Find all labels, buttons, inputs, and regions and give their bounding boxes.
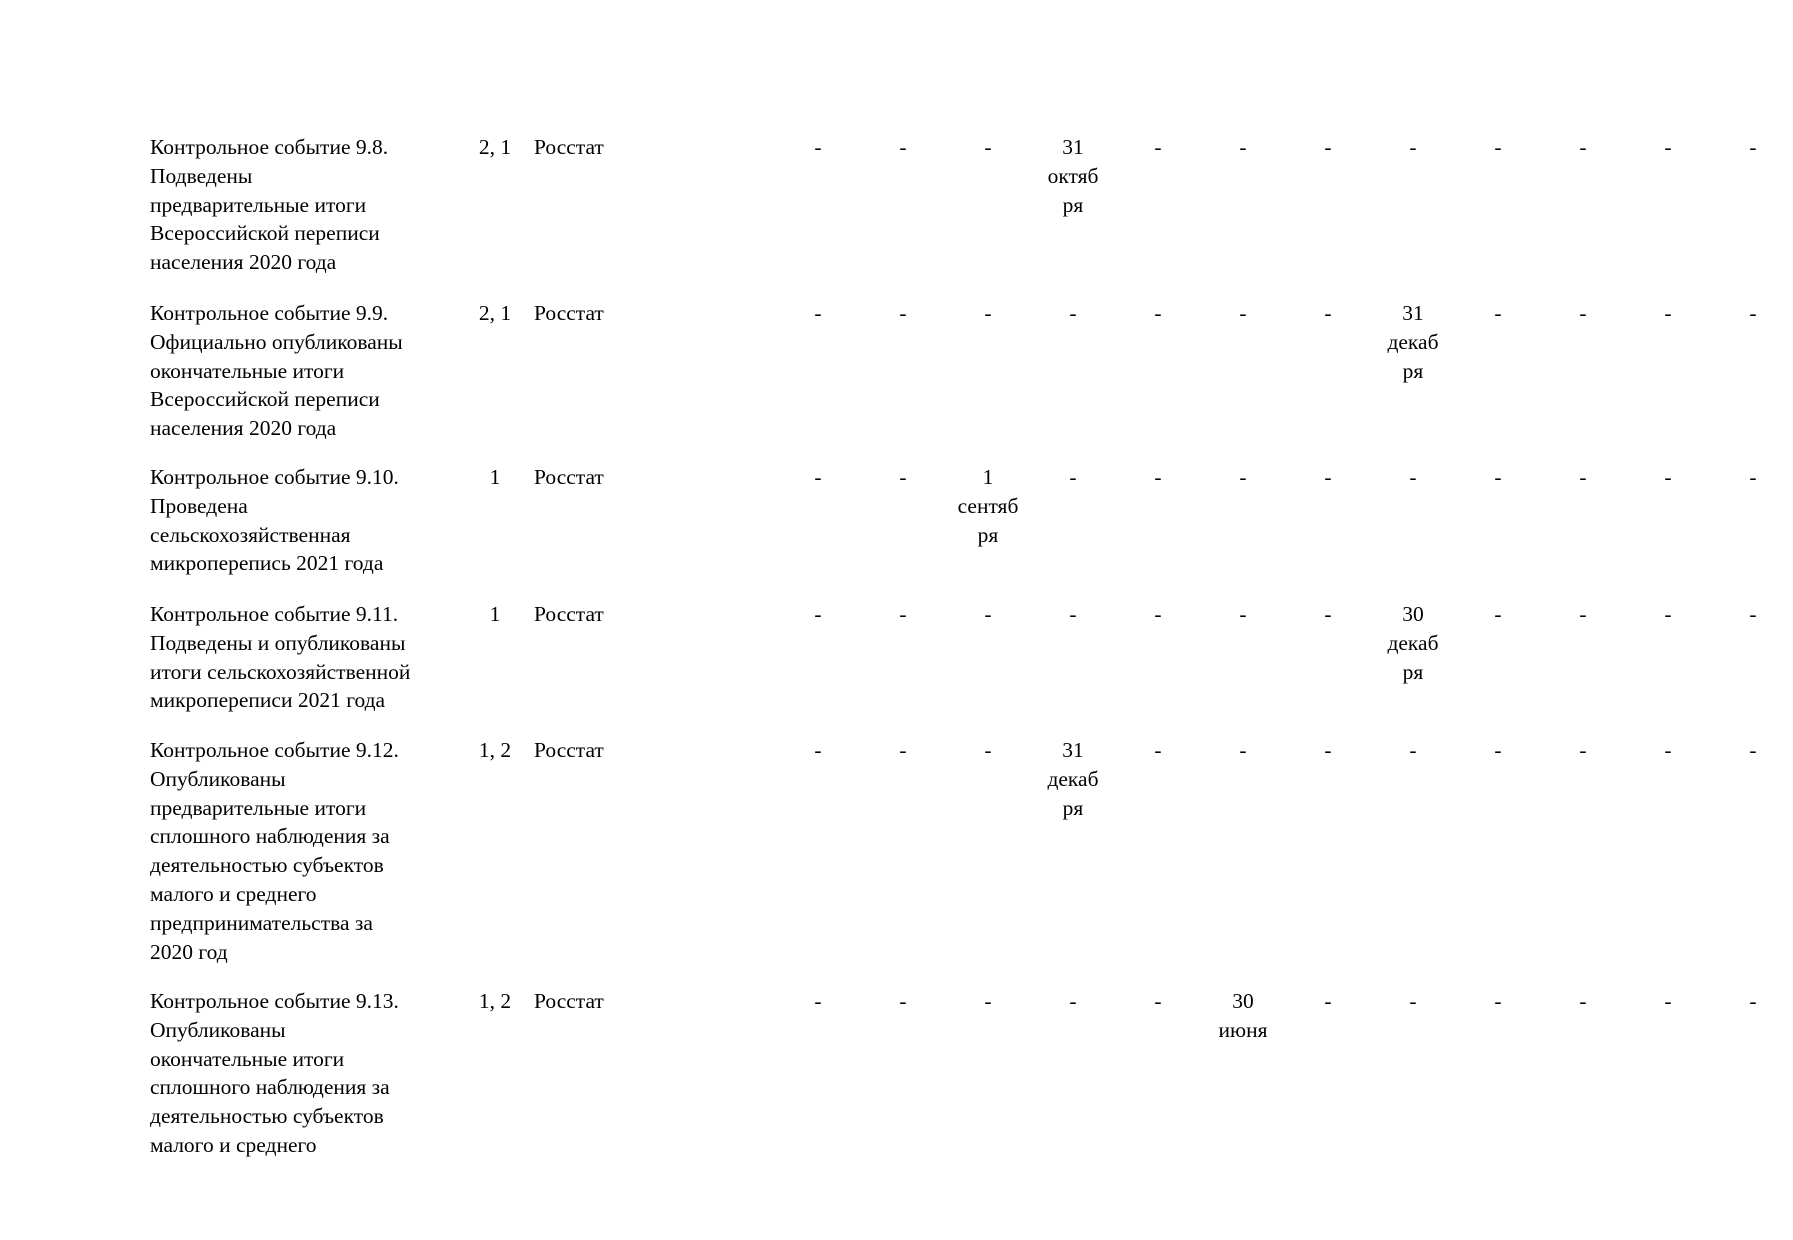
cell-text: - xyxy=(1409,135,1417,159)
period-cell xyxy=(1373,736,1453,765)
period-cell xyxy=(863,133,943,162)
cell-text: - xyxy=(899,738,907,762)
cell-text: - xyxy=(1069,989,1077,1013)
period-cell xyxy=(1288,463,1368,492)
period-cell xyxy=(1628,600,1708,629)
cell-text: - xyxy=(1154,602,1162,626)
period-cell xyxy=(1033,736,1113,822)
period-cell xyxy=(1203,133,1283,162)
cell-text: - xyxy=(1579,738,1587,762)
cell-text: - xyxy=(1664,465,1672,489)
cell-text: - xyxy=(1579,135,1587,159)
event-description xyxy=(150,987,470,1160)
cell-text: ря xyxy=(1402,659,1424,684)
period-cell xyxy=(1373,463,1453,492)
cell-text: ря xyxy=(1062,795,1084,820)
cell-text: - xyxy=(1749,602,1757,626)
cell-text: декаб xyxy=(1047,766,1099,791)
cell-text: - xyxy=(984,301,992,325)
period-cell xyxy=(1458,133,1538,162)
cell-text: - xyxy=(1154,738,1162,762)
period-cell xyxy=(1628,736,1708,765)
period-cell xyxy=(863,987,943,1016)
cell-text: - xyxy=(1579,989,1587,1013)
period-cell xyxy=(1033,133,1113,219)
description-line: окончательные итоги xyxy=(150,358,345,383)
cell-text: - xyxy=(1239,602,1247,626)
cell-text: - xyxy=(1494,602,1502,626)
cell-text: 30 xyxy=(1232,989,1254,1013)
period-cell xyxy=(948,463,1028,549)
description-line: предварительные итоги xyxy=(150,795,367,820)
cell-text: - xyxy=(984,602,992,626)
period-cell xyxy=(1458,463,1538,492)
period-cell xyxy=(948,987,1028,1016)
period-cell xyxy=(948,299,1028,328)
description-line: сплошного наблюдения за xyxy=(150,1075,390,1100)
description-line: малого и среднего xyxy=(150,881,317,906)
cell-text: - xyxy=(814,465,822,489)
cell-text: - xyxy=(1664,301,1672,325)
period-cell xyxy=(778,463,858,492)
period-cell xyxy=(1288,600,1368,629)
cell-text: - xyxy=(814,738,822,762)
executor: Росстат xyxy=(534,465,604,489)
cell-text: - xyxy=(814,602,822,626)
period-cell xyxy=(778,133,858,162)
cell-text: - xyxy=(984,135,992,159)
period-cell xyxy=(1458,736,1538,765)
period-cell xyxy=(1628,133,1708,162)
cell-text: - xyxy=(1154,135,1162,159)
description-line: населения 2020 года xyxy=(150,250,337,275)
indicator-code: 1 xyxy=(489,602,501,626)
cell-text: - xyxy=(1239,135,1247,159)
cell-text: сентяб xyxy=(957,493,1019,518)
executor: Росстат xyxy=(534,135,604,159)
description-line: малого и среднего xyxy=(150,1132,317,1157)
description-line: сельскохозяйственная xyxy=(150,522,351,547)
cell-text: - xyxy=(1154,465,1162,489)
cell-text: - xyxy=(1749,989,1757,1013)
executor: Росстат xyxy=(534,738,604,762)
cell-text: 31 xyxy=(1402,301,1424,325)
event-description xyxy=(150,299,470,443)
cell-text: - xyxy=(1494,135,1502,159)
description-line: предпринимательства за xyxy=(150,910,373,935)
period-cell xyxy=(1203,299,1283,328)
period-cell xyxy=(1118,133,1198,162)
period-cell xyxy=(1458,600,1538,629)
description-line: 2020 год xyxy=(150,939,228,964)
cell-text: - xyxy=(1749,135,1757,159)
cell-text: - xyxy=(1324,135,1332,159)
cell-text: декаб xyxy=(1387,630,1439,655)
cell-text: - xyxy=(899,989,907,1013)
period-cell xyxy=(948,600,1028,629)
period-cell xyxy=(1118,736,1198,765)
description-line: Контрольное событие 9.9. xyxy=(150,301,389,325)
period-cell xyxy=(1543,600,1623,629)
cell-text: - xyxy=(984,738,992,762)
cell-text: октяб xyxy=(1047,163,1099,188)
cell-text: июня xyxy=(1218,1017,1268,1042)
period-cell xyxy=(1288,987,1368,1016)
description-line: Подведены и опубликованы xyxy=(150,630,406,655)
period-cell xyxy=(1713,299,1793,328)
period-cell xyxy=(1713,736,1793,765)
description-line: микропереписи 2021 года xyxy=(150,688,386,713)
period-cell xyxy=(1203,987,1283,1045)
period-cell xyxy=(1203,600,1283,629)
description-line: Контрольное событие 9.12. xyxy=(150,738,399,762)
cell-text: - xyxy=(1239,301,1247,325)
cell-text: - xyxy=(1494,738,1502,762)
cell-text: 31 xyxy=(1062,135,1084,159)
period-cell xyxy=(778,987,858,1016)
cell-text: - xyxy=(1069,602,1077,626)
indicator-code: 2, 1 xyxy=(478,135,512,159)
period-cell xyxy=(1203,736,1283,765)
period-cell xyxy=(1713,133,1793,162)
description-line: Опубликованы xyxy=(150,1017,286,1042)
description-line: сплошного наблюдения за xyxy=(150,824,390,849)
period-cell xyxy=(948,133,1028,162)
description-line: Контрольное событие 9.10. xyxy=(150,465,399,489)
period-cell xyxy=(1373,133,1453,162)
period-cell xyxy=(1118,600,1198,629)
event-description xyxy=(150,463,470,578)
description-line: Проведена xyxy=(150,493,248,518)
period-cell xyxy=(1033,600,1113,629)
cell-text: - xyxy=(1239,465,1247,489)
cell-text: - xyxy=(1664,738,1672,762)
cell-text: - xyxy=(1409,738,1417,762)
indicator-code: 2, 1 xyxy=(478,301,512,325)
cell-text: - xyxy=(1069,465,1077,489)
cell-text: - xyxy=(1494,301,1502,325)
cell-text: - xyxy=(899,135,907,159)
description-line: микроперепись 2021 года xyxy=(150,551,384,576)
cell-text: декаб xyxy=(1387,329,1439,354)
period-cell xyxy=(1543,987,1623,1016)
executor: Росстат xyxy=(534,301,604,325)
cell-text: - xyxy=(984,989,992,1013)
executor: Росстат xyxy=(534,989,604,1013)
cell-text: - xyxy=(1664,989,1672,1013)
cell-text: - xyxy=(1579,602,1587,626)
period-cell xyxy=(1628,299,1708,328)
period-cell xyxy=(1543,736,1623,765)
period-cell xyxy=(863,463,943,492)
cell-text: - xyxy=(1494,465,1502,489)
period-cell xyxy=(1118,987,1198,1016)
indicator-code: 1, 2 xyxy=(478,738,512,762)
period-cell xyxy=(1543,299,1623,328)
cell-text: - xyxy=(1154,301,1162,325)
period-cell xyxy=(778,736,858,765)
description-line: окончательные итоги xyxy=(150,1046,345,1071)
period-cell xyxy=(1118,463,1198,492)
cell-text: - xyxy=(1749,738,1757,762)
cell-text: - xyxy=(1154,989,1162,1013)
period-cell xyxy=(1543,133,1623,162)
description-line: Опубликованы xyxy=(150,766,286,791)
period-cell xyxy=(778,299,858,328)
cell-text: - xyxy=(1664,602,1672,626)
description-line: населения 2020 года xyxy=(150,416,337,441)
period-cell xyxy=(1713,600,1793,629)
description-line: Всероссийской переписи xyxy=(150,387,380,412)
period-cell xyxy=(1713,463,1793,492)
cell-text: - xyxy=(1579,301,1587,325)
cell-text: - xyxy=(814,301,822,325)
period-cell xyxy=(1288,133,1368,162)
cell-text: - xyxy=(814,135,822,159)
cell-text: - xyxy=(1579,465,1587,489)
cell-text: 30 xyxy=(1402,602,1424,626)
cell-text: - xyxy=(1324,738,1332,762)
cell-text: - xyxy=(1409,989,1417,1013)
cell-text: - xyxy=(1324,301,1332,325)
cell-text: - xyxy=(1069,301,1077,325)
description-line: Контрольное событие 9.13. xyxy=(150,989,399,1013)
description-line: Официально опубликованы xyxy=(150,329,403,354)
executor: Росстат xyxy=(534,602,604,626)
description-line: Всероссийской переписи xyxy=(150,221,380,246)
period-cell xyxy=(1288,299,1368,328)
period-cell xyxy=(863,299,943,328)
cell-text: - xyxy=(1324,465,1332,489)
description-line: итоги сельскохозяйственной xyxy=(150,659,411,684)
cell-text: 1 xyxy=(982,465,994,489)
description-line: Контрольное событие 9.8. xyxy=(150,135,389,159)
cell-text: - xyxy=(1239,738,1247,762)
description-line: Подведены xyxy=(150,163,253,188)
cell-text: ря xyxy=(977,522,999,547)
cell-text: - xyxy=(1749,301,1757,325)
period-cell xyxy=(1033,987,1113,1016)
description-line: деятельностью субъектов xyxy=(150,1104,384,1129)
period-cell xyxy=(1628,987,1708,1016)
cell-text: - xyxy=(899,301,907,325)
period-cell xyxy=(948,736,1028,765)
cell-text: - xyxy=(1324,989,1332,1013)
period-cell xyxy=(1543,463,1623,492)
indicator-code: 1, 2 xyxy=(478,989,512,1013)
cell-text: - xyxy=(1494,989,1502,1013)
event-description xyxy=(150,736,470,966)
event-description xyxy=(150,133,470,277)
period-cell xyxy=(1288,736,1368,765)
period-cell xyxy=(1373,299,1453,385)
cell-text: 31 xyxy=(1062,738,1084,762)
cell-text: - xyxy=(1664,135,1672,159)
cell-text: - xyxy=(814,989,822,1013)
period-cell xyxy=(1373,987,1453,1016)
description-line: предварительные итоги xyxy=(150,192,367,217)
cell-text: - xyxy=(899,465,907,489)
period-cell xyxy=(1458,987,1538,1016)
description-line: Контрольное событие 9.11. xyxy=(150,602,399,626)
indicator-code: 1 xyxy=(489,465,501,489)
period-cell xyxy=(1203,463,1283,492)
period-cell xyxy=(778,600,858,629)
cell-text: - xyxy=(899,602,907,626)
period-cell xyxy=(1033,299,1113,328)
period-cell xyxy=(1033,463,1113,492)
period-cell xyxy=(1628,463,1708,492)
description-line: деятельностью субъектов xyxy=(150,853,384,878)
period-cell xyxy=(863,600,943,629)
cell-text: - xyxy=(1409,465,1417,489)
period-cell xyxy=(1458,299,1538,328)
period-cell xyxy=(1713,987,1793,1016)
cell-text: - xyxy=(1749,465,1757,489)
cell-text: - xyxy=(1324,602,1332,626)
cell-text: ря xyxy=(1062,192,1084,217)
cell-text: ря xyxy=(1402,358,1424,383)
period-cell xyxy=(1118,299,1198,328)
period-cell xyxy=(863,736,943,765)
event-description xyxy=(150,600,470,715)
period-cell xyxy=(1373,600,1453,686)
